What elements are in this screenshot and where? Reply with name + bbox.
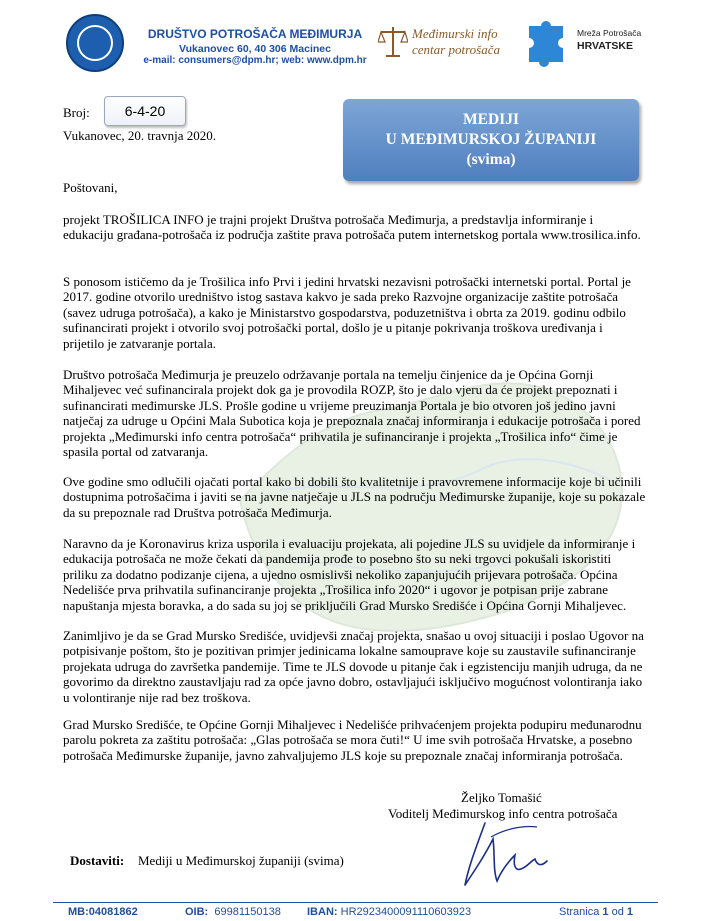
iban-label: IBAN:	[307, 906, 338, 918]
banner-line2: U MEĐIMURSKOJ ŽUPANIJI	[385, 131, 597, 148]
mb-label: MB:	[68, 906, 89, 918]
delivery-label: Dostaviti:	[70, 853, 125, 868]
scales-icon	[378, 24, 408, 60]
paragraph-1: projekt TROŠILICA INFO je trajni projekt Društva potrošača Međimurja, a predstavlja informiranje i edukaciju građana-potrošača iz područja zaštite prava potrošača putem internetskog portala www.trosilica.info.	[63, 212, 641, 243]
network-logo	[523, 16, 645, 70]
footer-divider	[53, 902, 658, 903]
info-center-line2: centar potrošača	[412, 42, 500, 57]
banner-line1: MEDIJI	[463, 111, 519, 128]
paragraph-7: Grad Mursko Središće, te Općine Gornji Mihaljevec i Nedelišće prihvaćenjem projekta podupiru međunarodnu parolu pokreta za zaštitu potrošača: „Glas potrošača se mora čuti!“ U ime svih potrošača Hrvatske, a posebno potrošača Međimurske županije, javno zahvaljujemo JLS koje su prepoznale značaj informiranja potrošača.	[63, 717, 642, 763]
document-date: Vukanovec, 20. travnja 2020.	[63, 128, 217, 143]
reference-number: 6-4-20	[104, 96, 186, 126]
banner-line3: (svima)	[466, 151, 516, 168]
network-line1: Mreža Potrošača	[577, 28, 642, 38]
delivery-value: Mediji u Međimurskoj županiji (svima)	[138, 853, 344, 868]
paragraph-6: Zanimljivo je da se Grad Mursko Središće, uvidjevši značaj projekta, snašao u ovoj situaciji i poslao Ugovor na potpisivanje poštom, što je pozitivan primjer jedinicama lokalne samouprave koje su zaustavile sufinanciranje projekata udruga do završetka pandemije. Time te JLS dovode u pitanje čak i egzistenciju manjih udruga, da ne govorimo da direktno zaustavljaju rad za opće javno dobro, ostavljajući isključivo mogućnost volontiranja iako u volontiranje nije rad bez troškova.	[63, 628, 644, 705]
footer-iban	[307, 906, 471, 918]
paragraph-4: Ove godine smo odlučili ojačati portal kako bi dobili što kvalitetnije i pravovremene informacije koje bi učinili dostupnima potrošačima i javiti se na javne natječaje u JLS na području Međimurske županije, koje su pokazale da su prepoznale rad Društva potrošača Međimurja.	[63, 474, 646, 520]
footer-mb	[68, 906, 138, 918]
footer-oib	[185, 906, 281, 918]
signatory-name: Željko Tomašić	[461, 790, 542, 805]
iban-value: HR2923400091110603923	[340, 906, 472, 918]
page-total: 1	[626, 906, 634, 918]
puzzle-icon	[523, 16, 575, 70]
footer-page	[559, 906, 633, 918]
greeting: Poštovani,	[63, 180, 118, 195]
paragraph-5: Naravno da je Koronavirus kriza usporila i evaluaciju projekata, ali pojedine JLS su uvidjele da informiranje i edukacija potrošača ne može čekati da pandemija prođe to posebno što su neki trgovci pokušali iskoristiti priliku za dodatno podizanje cijena, a ujedno osmislivši nekoliko zapanjujućih prijevara potrošača. Općina Nedelišće prva prihvatila sufinanciranje projekta „Trošilica info 2020“ i ugovor je potpisan prije zabrane napuštanja mjesta boravka, a do sada su joj se priključili Grad Mursko Središće i Općina Gornji Mihaljevec.	[63, 536, 636, 613]
info-center-logo	[378, 24, 508, 62]
oib-value: 69981150138	[214, 906, 281, 918]
paragraph-2: S ponosom ističemo da je Trošilica info Prvi i jedini hrvatski nezavisni potrošački internetski portal. Portal je 2017. godine otvorilo uredništvo istog sastava kakvo je sada preko Razvojne organizacije zaštite potrošača (savez udruga potrošača), a kako je Ministarstvo gospodarstva, poduzetništva i obrta za 2019. godinu odbilo sufinancirati projekt i otvorilo svoj potrošački portal, došlo je u pitanje pokrivanja troškova uređivanja i prijetilo je zatvaranje portala.	[63, 274, 631, 351]
page-of: od	[611, 906, 624, 918]
handwritten-signature-icon	[455, 815, 555, 893]
org-contact: e-mail: consumers@dpm.hr; web: www.dpm.hr	[143, 55, 367, 66]
network-line2: HRVATSKE	[577, 40, 634, 52]
info-center-line1: Međimurski info	[412, 26, 498, 41]
org-name: DRUŠTVO POTROŠAČA MEĐIMURJA	[147, 27, 363, 41]
page-current: 1	[602, 906, 609, 918]
paragraph-3: Društvo potrošača Međimurja je preuzelo održavanje portala na temelju činjenice da je Općina Gornji Mihaljevec već sufinancirala projekt dok ga je provodila ROZP, što je dalo vjeru da će projekt prepoznati i sufinancirati međimurske JLS. Prošle godine u vrijeme preuzimanja Portala je bio otvoren još jedino javni natječaj za udruge u Općini Mala Subotica koja je prepoznala značaj informiranja i edukacije potrošača i pored projekta „Međimurski info centra potrošača“ prihvatila je sufinanciranje i projekta „Trošilica info“ čime je spasila portal od zatvaranja.	[63, 367, 641, 460]
mb-value: 04081862	[88, 906, 138, 918]
organization-logo	[66, 14, 124, 72]
org-address: Vukanovec 60, 40 306 Macinec	[179, 43, 331, 55]
page-prefix: Stranica	[559, 906, 600, 918]
signatory-title: Voditelj Međimurskog info centra potrošača	[388, 806, 618, 821]
reference-label: Broj:	[63, 105, 90, 120]
oib-label: OIB:	[185, 906, 209, 918]
recipient-banner	[343, 99, 639, 181]
